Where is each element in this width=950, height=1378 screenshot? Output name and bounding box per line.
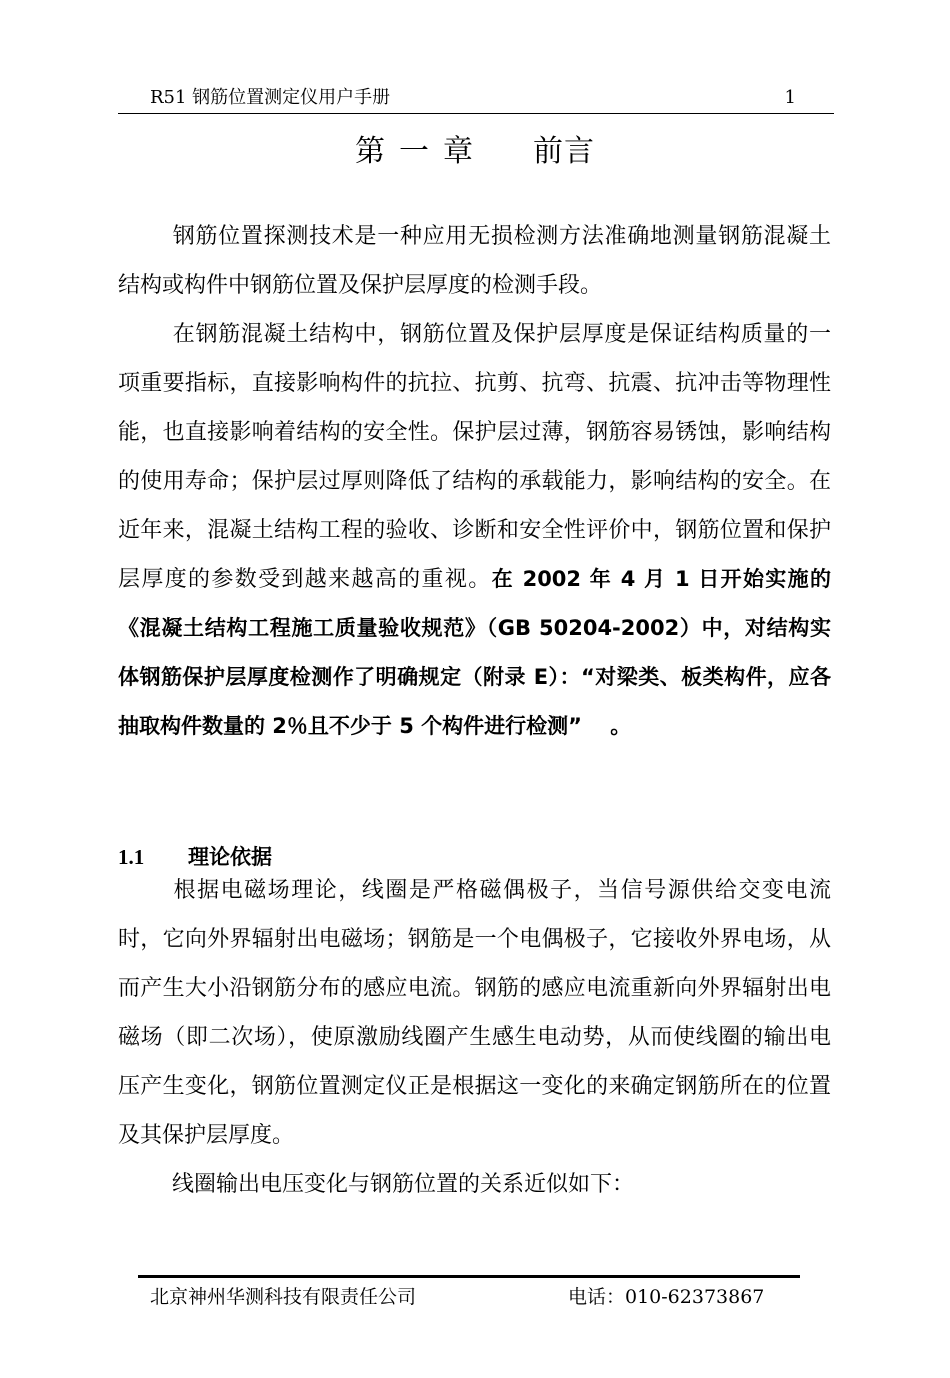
paragraph-relation: [118, 1160, 831, 1209]
paragraph-theory: [118, 866, 831, 1160]
chapter-title: 前言: [533, 134, 595, 169]
paragraph-theory-text: 根据电磁场理论，线圈是严格磁偶极子，当信号源供给交变电流时，它向外界辐射出电磁场；钢筋是一个电偶极子，它接收外界电场，从而产生大小沿钢筋分布的感应电流。钢筋的感应电流重新向外界辐射出电磁场（即二次场），使原激励线圈产生感生电动势，从而使线圈的输出电压产生变化，钢筋位置测定仪正是根据这一变化的来确定钢筋所在的位置及其保护层厚度。: [118, 878, 831, 1148]
paragraph-regulation-text: 在 2002 年 4 月 1 日开始实施的《混凝土结构工程施工质量验收规范》（GB 50204-2002）中，对结构实体钢筋保护层厚度检测作了明确规定（附录 E）：“对梁类、板类构件，应各抽取构件数量的 2％且不少于 5 个构件进行检测” 。: [118, 567, 831, 738]
paragraph-importance: [118, 310, 831, 751]
section-number: 1.1: [118, 845, 145, 869]
page-header: [150, 86, 796, 112]
paragraph-intro: [118, 212, 831, 310]
footer-divider: [138, 1275, 800, 1278]
footer-company: 北京神州华测科技有限责任公司: [150, 1286, 417, 1308]
paragraph-intro-text: 钢筋位置探测技术是一种应用无损检测方法准确地测量钢筋混凝土结构或构件中钢筋位置及保护层厚度的检测手段。: [118, 224, 831, 298]
header-divider: [118, 113, 834, 114]
page-number: 1: [784, 87, 796, 108]
paragraph-importance-text: 在钢筋混凝土结构中，钢筋位置及保护层厚度是保证结构质量的一项重要指标，直接影响构件的抗拉、抗剪、抗弯、抗震、抗冲击等物理性能，也直接影响着结构的安全性。保护层过薄，钢筋容易锈蚀，影响结构的使用寿命；保护层过厚则降低了结构的承载能力，影响结构的安全。在近年来，混凝土结构工程的验收、诊断和安全性评价中，钢筋位置和保护层厚度的参数受到越来越高的重视。: [118, 322, 831, 592]
chapter-heading: [0, 132, 950, 172]
section-title: 理论依据: [188, 845, 272, 869]
header-title: R51 钢筋位置测定仪用户手册: [150, 87, 391, 108]
footer-phone: 电话：010-62373867: [568, 1286, 765, 1308]
chapter-number: 第一章: [355, 134, 487, 169]
paragraph-relation-text: 线圈输出电压变化与钢筋位置的关系近似如下：: [172, 1172, 635, 1197]
